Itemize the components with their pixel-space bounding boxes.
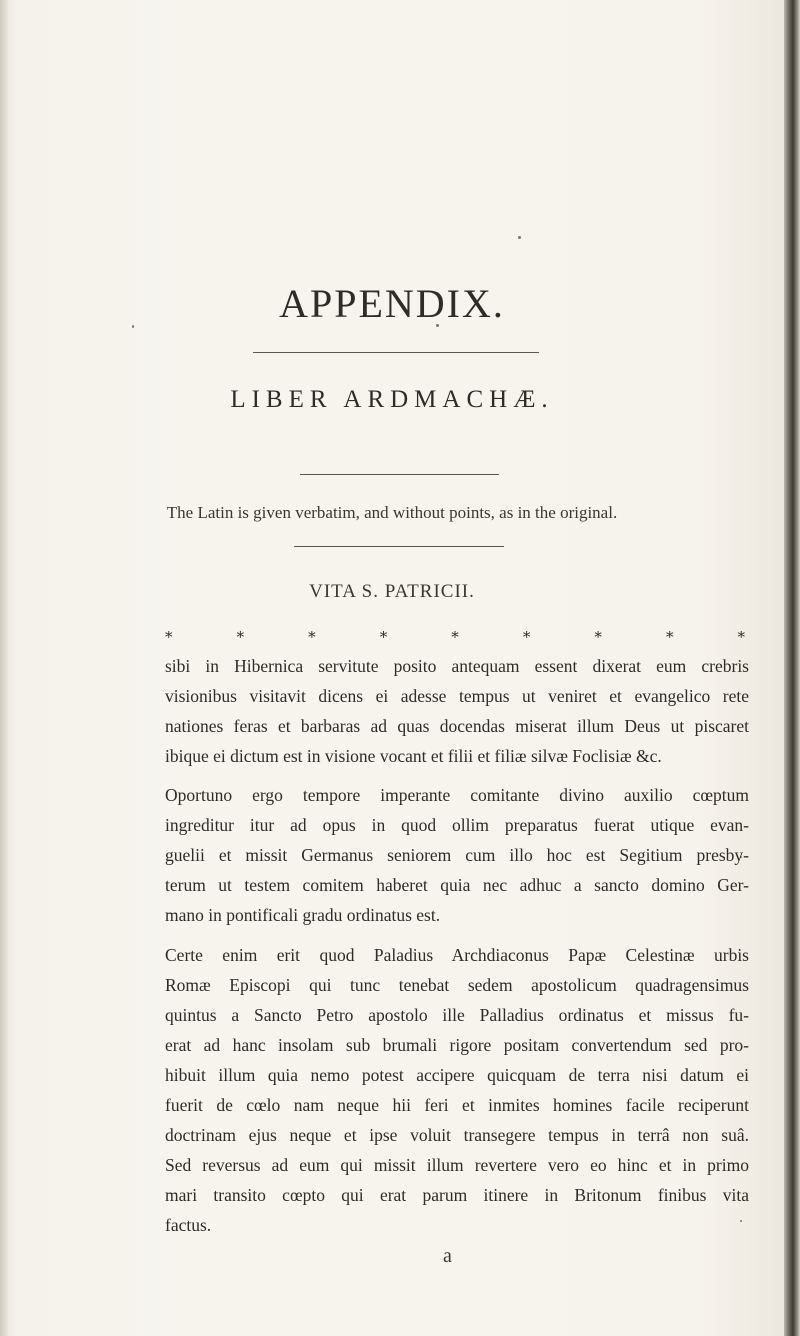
asterisk: *	[665, 628, 674, 646]
text-line: erat ad hanc insolam sub brumali rigore positam convertendum sed pro-	[165, 1035, 749, 1055]
text-line: terum ut testem comitem haberet quia nec adhuc a sancto domino Ger-	[165, 875, 749, 895]
text-line: Certe enim erit quod Paladius Archdiaconus Papæ Celestinæ urbis	[165, 945, 749, 965]
ink-speck	[518, 236, 521, 239]
text-line: Oportuno ergo tempore imperante comitante divino auxilio cœptum	[165, 785, 749, 805]
asterisk: *	[165, 628, 173, 646]
paragraph-1	[165, 651, 749, 771]
page-subtitle: LIBER ARDMACHÆ.	[230, 386, 554, 413]
asterisk: *	[522, 628, 531, 646]
paragraph-2	[165, 780, 749, 930]
scan-edge	[784, 0, 800, 1336]
text-line: visionibus visitavit dicens ei adesse tempus ut veniret et evangelico rete	[165, 686, 749, 706]
section-heading: VITA S. PATRICII.	[309, 581, 475, 602]
text-line: Sed reversus ad eum qui missit illum revertere vero eo hinc et in primo	[165, 1155, 749, 1175]
text-line: guelii et missit Germanus seniorem cum illo hoc est Segitium presby-	[165, 845, 749, 865]
text-line: nationes feras et barbaras ad quas docendas miserat illum Deus ut piscaret	[165, 716, 749, 736]
asterisk: *	[737, 628, 745, 646]
asterisk: *	[379, 628, 388, 646]
page-title: APPENDIX.	[279, 281, 505, 326]
editorial-note: The Latin is given verbatim, and without points, as in the original.	[166, 503, 618, 522]
text-line: sibi in Hibernica servitute posito antequam essent dixerat eum crebris	[165, 656, 749, 676]
text-line: ingreditur itur ad opus in quod ollim preparatus fuerat utique evan-	[165, 815, 749, 835]
divider-rule	[300, 474, 499, 475]
asterisk: *	[236, 628, 245, 646]
asterisk: *	[451, 628, 459, 646]
signature-mark: a	[443, 1245, 452, 1267]
binding-edge	[0, 0, 8, 1336]
text-line: doctrinam ejus neque et ipse voluit transegere tempus in terrâ non suâ.	[165, 1125, 749, 1145]
asterisk: *	[594, 628, 602, 646]
paragraph-3	[165, 940, 749, 1240]
text-line: ibique ei dictum est in visione vocant et filii et filiæ silvæ Foclisiæ &c.	[165, 746, 662, 766]
text-line: hibuit illum quia nemo potest accipere quicquam de terra nisi datum ei	[165, 1065, 749, 1085]
text-line: factus.	[165, 1215, 212, 1235]
divider-rule	[253, 352, 539, 353]
text-line: fuerit de cœlo nam neque hii feri et inmites homines facile reciperunt	[165, 1095, 749, 1115]
text-line: quintus a Sancto Petro apostolo ille Palladius ordinatus et missus fu-	[165, 1005, 749, 1025]
text-line: Romæ Episcopi qui tunc tenebat sedem apostolicum quadragensimus	[165, 975, 749, 995]
divider-rule	[294, 546, 504, 547]
text-line: mano in pontificali gradu ordinatus est.	[165, 905, 441, 925]
asterisk-row	[165, 628, 745, 646]
text-line: mari transito cœpto qui erat parum itinere in Britonum finibus vita	[165, 1185, 749, 1205]
asterisk: *	[308, 628, 316, 646]
